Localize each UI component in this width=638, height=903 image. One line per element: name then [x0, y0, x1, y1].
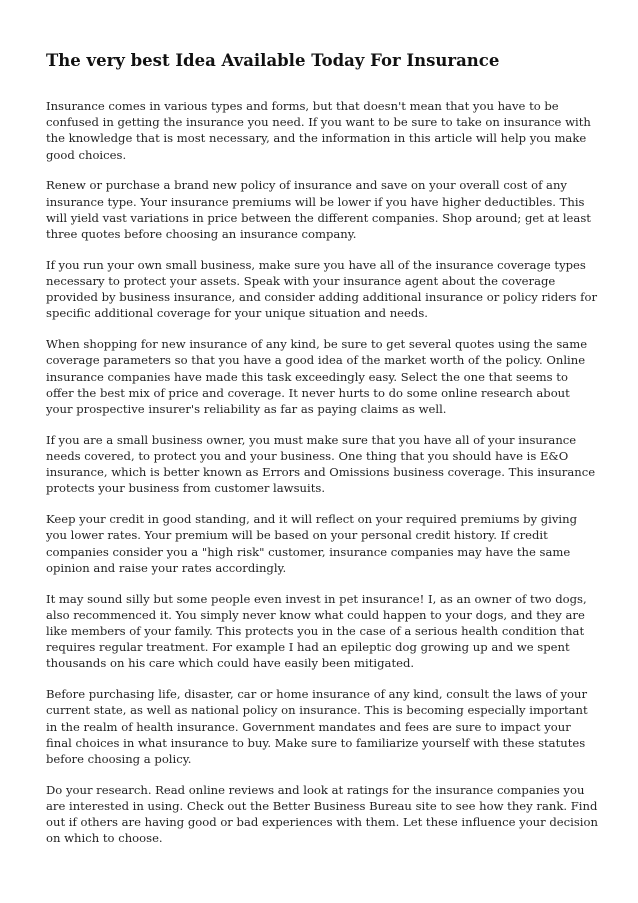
paragraph-8: Before purchasing life, disaster, car or home insurance of any kind, consult the laws of your current state, as well as national policy on insurance. This is becoming especially important in the realm of health insurance. Government mandates and fees are sure to impact your final choices in what insurance to buy. Make sure to familiarize yourself with these statutes before choosing a policy.: [46, 687, 588, 767]
paragraph-3: If you run your own small business, make sure you have all of the insurance coverage types necessary to protect your assets. Speak with your insurance agent about the coverage provided by business insurance, and consider adding additional insurance or policy riders for specific additional coverage for your unique situation and needs.: [46, 257, 597, 321]
paragraph-4: When shopping for new insurance of any kind, be sure to get several quotes using the same coverage parameters so that you have a good idea of the market worth of the policy. Online insurance companies have made this task exceedingly easy. Select the one that seems to offer the best mix of price and coverage. It never hurts to do some online research about your prospective insurer's reliability as far as paying claims as well.: [46, 337, 588, 417]
paragraph-6: Keep your credit in good standing, and it will reflect on your required premiums by giving you lower rates. Your premium will be based on your personal credit history. If credit companies consider you a "high risk" customer, insurance companies may have the same opinion and raise your rates accordingly.: [46, 512, 578, 575]
paragraph-5: If you are a small business owner, you must make sure that you have all of your insurance needs covered, to protect you and your business. One thing that you should have is E&O insurance, which is better known as Errors and Omissions business coverage. This insurance protects your business from customer lawsuits.: [46, 432, 596, 496]
paragraph-9: Do your research. Read online reviews and look at ratings for the insurance companies you are interested in using. Check out the Better Business Bureau site to see how they rank. Find out if others are having good or bad experiences with them. Let these influence your decision on which to choose.: [46, 782, 598, 846]
document-title: The very best Idea Available Today For Insurance: [46, 51, 500, 70]
paragraph-2: Renew or purchase a brand new policy of insurance and save on your overall cost of any insurance type. Your insurance premiums will be lower if you have higher deductibles. This will yield vast variations in price between the different companies. Shop around; get at least three quotes before choosing an insurance company.: [46, 178, 591, 242]
paragraph-1: Insurance comes in various types and forms, but that doesn't mean that you have to be confused in getting the insurance you need. If you want to be sure to take on insurance with the knowledge that is most necessary, and the information in this article will help you make good choices.: [46, 99, 591, 162]
document-page: [46, 50, 598, 861]
paragraph-7: It may sound silly but some people even invest in pet insurance! I, as an owner of two dogs, also recommenced it. You simply never know what could happen to your dogs, and they are like members of your family. This protects you in the case of a serious health condition that requires regular treatment. For example I had an epileptic dog growing up and we spent thousands on his care which could have easily been mitigated.: [46, 591, 587, 671]
